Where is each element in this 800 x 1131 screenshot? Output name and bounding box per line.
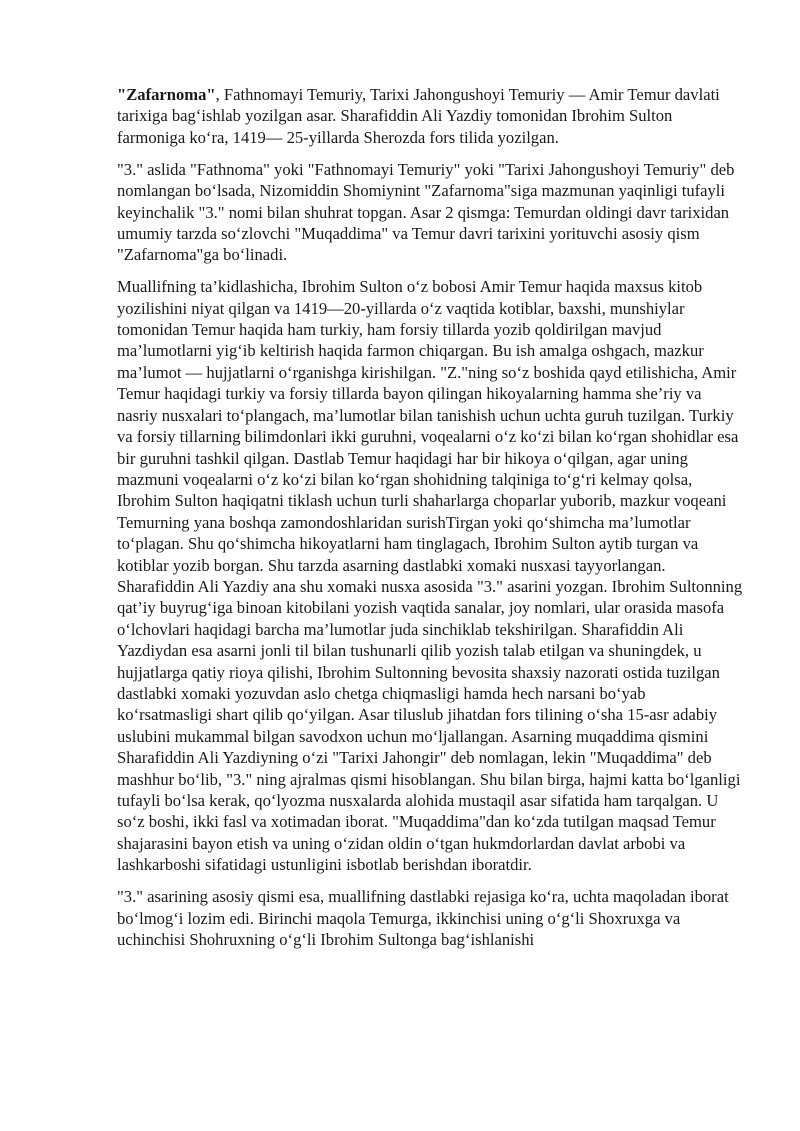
intro-paragraph <box>117 84 743 148</box>
document-title: "Zafarnoma" <box>117 85 216 104</box>
document-page <box>117 84 743 961</box>
paragraph-main-part: "3." asarining asosiy qismi esa, muallifning dastlabki rejasiga ko‘ra, uchta maqoladan iborat bo‘lmog‘i lozim edi. Birinchi maqola Temurga, ikkinchisi uning o‘g‘li Shoxruxga va uchinchisi Shohruxning o‘g‘li Ibrohim Sultonga bag‘ishlanishi <box>117 887 729 949</box>
intro-text: , Fathnomayi Temuriy, Tarixi Jahongushoyi Temuriy — Amir Temur davlati tarixiga bag‘ishlab yozilgan asar. Sharafiddin Ali Yazdiy tomonidan Ibrohim Sulton farmoniga ko‘ra, 1419— 25-yillarda Sherozda fors tilida yozilgan. <box>117 85 720 147</box>
paragraph-origin-of-name: "3." aslida "Fathnoma" yoki "Fathnomayi Temuriy" yoki "Tarixi Jahongushoyi Temuriy" deb nomlangan bo‘lsada, Nizomiddin Shomiynint "Zafarnoma"siga mazmunan yaqinligi tufayli keyinchalik "3." nomi bilan shuhrat topgan. Asar 2 qismga: Temurdan oldingi davr tarixidan umumiy tarzda so‘zlovchi "Muqaddima" va Temur davri tarixini yorituvchi asosiy qism "Zafarnoma"ga bo‘linadi. <box>117 159 735 265</box>
paragraph-compilation-history: Muallifning ta’kidlashicha, Ibrohim Sulton o‘z bobosi Amir Temur haqida maxsus kitob yozilishini niyat qilgan va 1419—20-yillarda o‘z vaqtida kotiblar, baxshi, munshiylar tomonidan Temur haqida ham turkiy, ham forsiy tillarda yozib qoldirilgan mavjud ma’lumotlarni yig‘ib keltirish haqida farmon chiqargan. Bu ish amalga oshgach, mazkur ma’lumot — hujjatlarni o‘rganishga kirishilgan. "Z."ning so‘z boshida qayd etilishicha, Amir Temur haqidagi turkiy va forsiy tillarda bayon qilingan hikoyalarning hamma she’riy va nasriy nusxalari to‘plangach, ma’lumotlar bilan tanishish uchun uchta guruh tuzilgan. Turkiy va forsiy tillarning bilimdonlari ikki guruhni, voqealarni o‘z ko‘zi bilan ko‘rgan shohidlar esa bir guruhni tashkil qilgan. Dastlab Temur haqidagi har bir hikoya o‘qilgan, agar uning mazmuni voqealarni o‘z ko‘zi bilan ko‘rgan shohidning talqiniga to‘g‘ri kelmay qolsa, Ibrohim Sulton haqiqatni tiklash uchun turli shaharlarga choparlar yuborib, mazkur voqeani Temurning yana boshqa zamondoshlaridan surishTirgan yoki qo‘shimcha ma’lumotlar to‘plagan. Shu qo‘shimcha hikoyatlarni ham tinglagach, Ibrohim Sulton aytib turgan va kotiblar yozib borgan. Shu tarzda asarning dastlabki xomaki nusxasi tayyorlangan. Sharafiddin Ali Yazdiy ana shu xomaki nusxa asosida "3." asarini yozgan. Ibrohim Sultonning qat’iy buyrug‘iga binoan kitobilani yozish vaqtida sanalar, joy nomlari, ular orasida masofa o‘lchovlari haqidagi barcha ma’lumotlar juda sinchiklab tekshirilgan. Sharafiddin Ali Yazdiydan esa asarni jonli til bilan tushunarli qilib yozish talab etilgan va shuningdek, u hujjatlarga qatiy rioya qilishi, Ibrohim Sultonning bevosita shaxsiy nazorati ostida tuzilgan dastlabki xomaki yozuvdan aslo chetga chiqmasligi hamda hech narsani bo‘yab ko‘rsatmasligi shart qilib qo‘yilgan. Asar tiluslub jihatdan fors tilining o‘sha 15-asr adabiy uslubini mukammal bilgan savodxon uchun mo‘ljallangan. Asarning muqaddima qismini Sharafiddin Ali Yazdiyning o‘zi "Tarixi Jahongir" deb nomlagan, lekin "Muqaddima" deb mashhur bo‘lib, "3." ning ajralmas qismi hisoblangan. Shu bilan birga, hajmi katta bo‘lganligi tufayli bo‘lsa kerak, qo‘lyozma nusxalarda alohida mustaqil asar sifatida ham tarqalgan. U so‘z boshi, ikki fasl va xotimadan iborat. "Muqaddima"dan ko‘zda tutilgan maqsad Temur shajarasini bayon etish va uning o‘zidan oldin o‘tgan hukmdorlardan davlat arbobi va lashkarboshi sifatidagi ustunligini isbotlab berishdan iboratdir. <box>117 277 743 875</box>
